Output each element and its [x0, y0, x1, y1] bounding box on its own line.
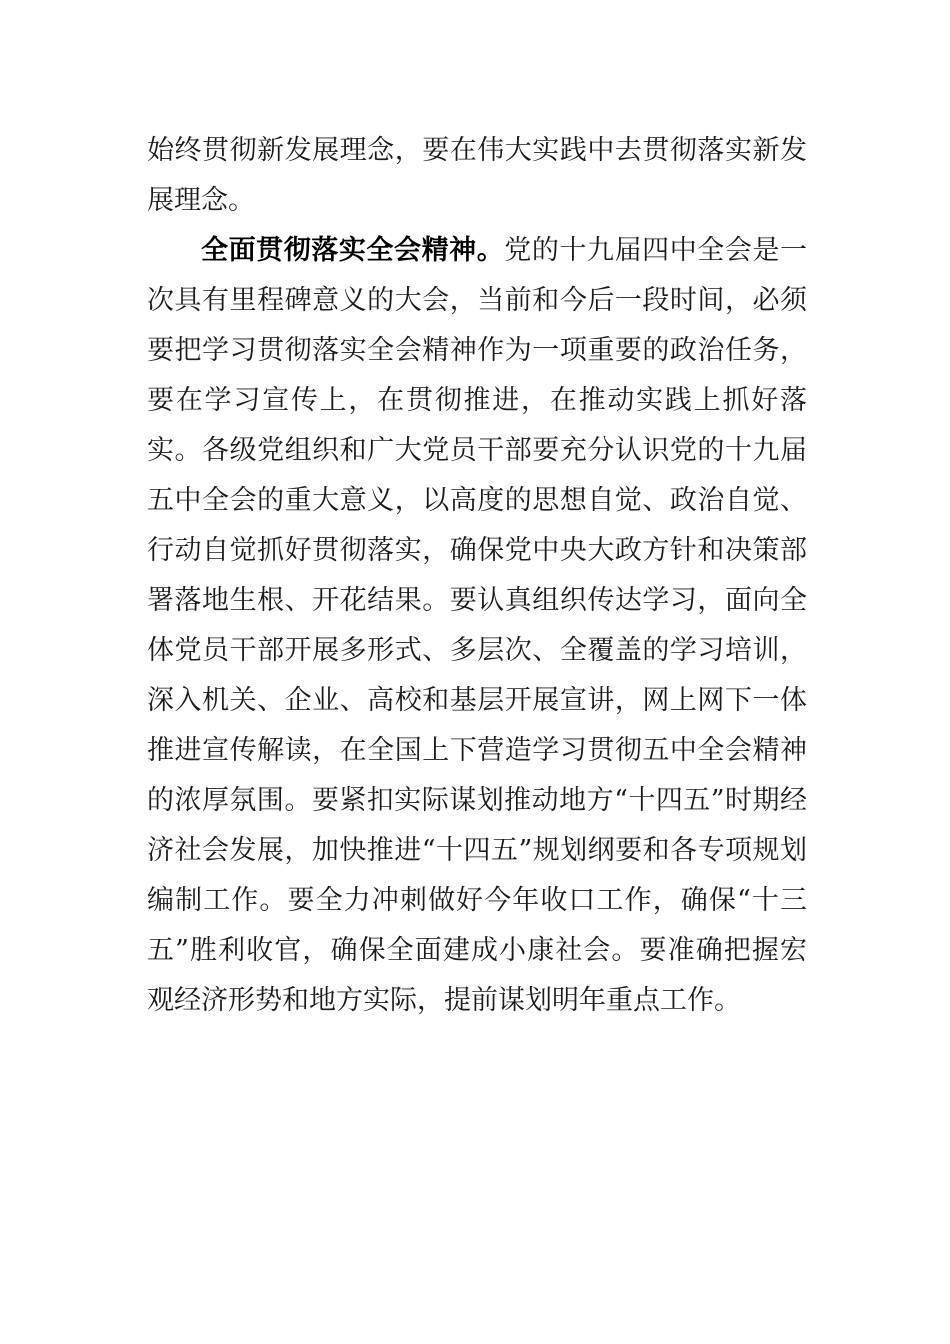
paragraph-body-text: 党的十九届四中全会是一次具有里程碑意义的大会，当前和今后一段时间，必须要把学习贯彻落实全会精神作为一项重要的政治任务，要在学习宣传上，在贯彻推进，在推动实践上抓好落实。各级党组织和广大党员干部要充分认识党的十九届五中全会的重大意义，以高度的思想自觉、政治自觉、行动自觉抓好贯彻落实，确保党中央大政方针和决策部署落地生根、开花结果。要认真组织传达学习，面向全体党员干部开展多形式、多层次、全覆盖的学习培训，深入机关、企业、高校和基层开展宣讲，网上网下一体推进宣传解读，在全国上下营造学习贯彻五中全会精神的浓厚氛围。要紧扣实际谋划推动地方“十四五”时期经济社会发展，加快推进“十四五”规划纲要和各专项规划编制工作。要全力冲刺做好今年收口工作，确保“十三五”胜利收官，确保全面建成小康社会。要准确把握宏观经济形势和地方实际，提前谋划明年重点工作。	[147, 235, 808, 1016]
paragraph-continuation: 始终贯彻新发展理念，要在伟大实践中去贯彻落实新发展理念。	[147, 135, 807, 216]
paragraph-lead-heading: 全面贯彻落实全会精神。	[201, 235, 505, 266]
paragraph-main	[147, 226, 807, 1026]
document-body	[147, 126, 807, 1026]
